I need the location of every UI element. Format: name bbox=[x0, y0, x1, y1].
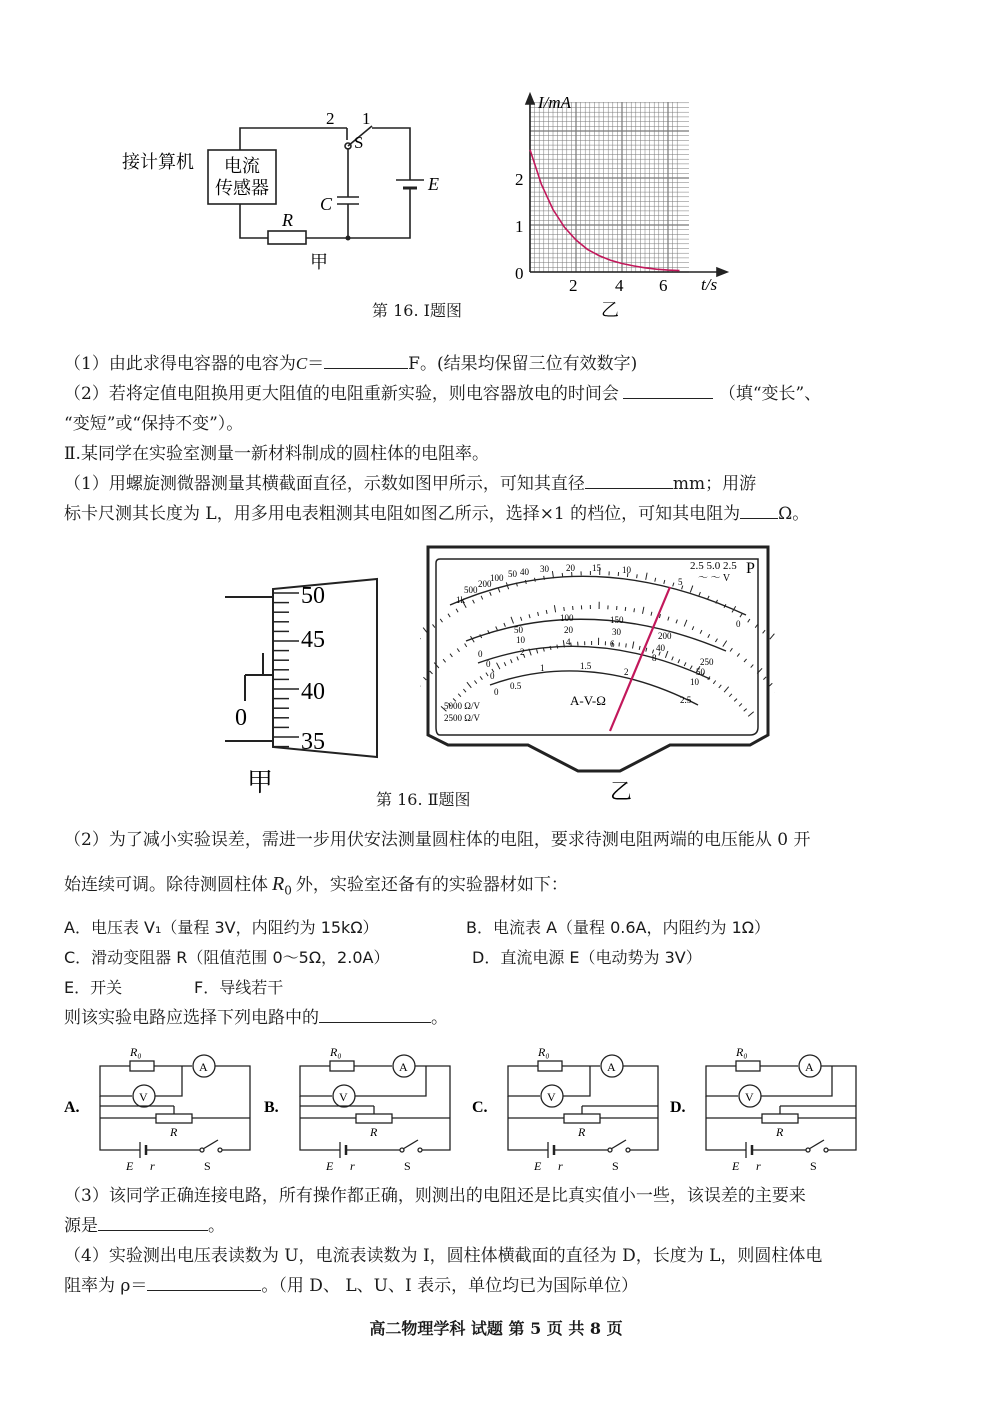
ohm-0: 0 bbox=[736, 619, 741, 629]
switch-label: S bbox=[354, 133, 364, 152]
x-tick-2: 2 bbox=[569, 276, 578, 295]
voltmeter-label: V bbox=[547, 1090, 556, 1104]
q2-part1-text: （1）用螺旋测微器测量其横截面直径，示数如图甲所示，可知其直径 bbox=[64, 474, 585, 494]
ammeter-label: A bbox=[199, 1060, 208, 1074]
answer-blank-capacitance[interactable] bbox=[324, 352, 408, 369]
low-6: 6 bbox=[610, 639, 615, 649]
circuit-choice-text: 则该实验电路应选择下列电路中的 bbox=[64, 1008, 319, 1028]
circuit-caption: 甲 bbox=[310, 252, 328, 272]
ammeter-label: A bbox=[805, 1060, 814, 1074]
option-f: F．导线若干 bbox=[194, 978, 284, 997]
low-2: 2 bbox=[520, 647, 525, 657]
rheostat-label: R bbox=[578, 1125, 586, 1139]
ammeter-label: A bbox=[399, 1060, 408, 1074]
switch-s-label: S bbox=[204, 1159, 211, 1173]
q1-part1-text: （1）由此求得电容器的电容为 bbox=[64, 354, 296, 374]
ohm-5: 5 bbox=[678, 577, 683, 587]
circuit-option-a[interactable] bbox=[64, 1036, 264, 1181]
rheostat-label: R bbox=[776, 1125, 784, 1139]
ohm-10: 10 bbox=[622, 565, 631, 575]
meter-range-sub: ～ ～ V bbox=[698, 573, 731, 584]
q3-part2-cont bbox=[64, 872, 568, 902]
sensor-label-2: 传感器 bbox=[215, 178, 269, 198]
micrometer-tick-45: 45 bbox=[301, 627, 325, 653]
x-tick-4: 4 bbox=[615, 276, 624, 295]
meter-center-label: A-V-Ω bbox=[570, 693, 606, 708]
ohm-500: 500 bbox=[464, 585, 478, 595]
q2-part1-cont-text: 标卡尺测其长度为 L，用多用电表粗测其电阻如图乙所示，选择×1 的档位，可知其电阻为 bbox=[64, 504, 741, 524]
graph-caption: 乙 bbox=[601, 300, 619, 320]
ac-1.5: 1.5 bbox=[580, 661, 592, 671]
q2-part1-unit: mm；用游 bbox=[672, 474, 757, 494]
rheostat-label: R bbox=[170, 1125, 178, 1139]
r0-var: R bbox=[272, 873, 285, 895]
mid-150: 150 bbox=[610, 615, 624, 625]
option-d: D．直流电源 E（电动势为 3V） bbox=[472, 948, 702, 967]
q3-part2-cont-text: 始连续可调。除待测圆柱体 bbox=[64, 875, 268, 895]
ohm-20: 20 bbox=[566, 563, 575, 573]
x-tick-6: 6 bbox=[659, 276, 668, 295]
answer-blank-error-source[interactable] bbox=[98, 1214, 208, 1231]
meter-spec-5000: 5000 Ω/V bbox=[444, 701, 480, 711]
q1-part2-tail: （填“变长”、 bbox=[718, 384, 822, 404]
source-r-label: r bbox=[350, 1159, 355, 1173]
answer-blank-circuit[interactable] bbox=[319, 1006, 431, 1023]
q2-title: Ⅱ.某同学在实验室测量一新材料制成的圆柱体的电阻率。 bbox=[64, 444, 489, 464]
q1-part2-options: “变短”或“保持不变”）。 bbox=[64, 414, 244, 434]
meter-spec-2500: 2500 Ω/V bbox=[444, 713, 480, 723]
answer-blank-resistance[interactable] bbox=[740, 502, 778, 519]
option-label: C. bbox=[472, 1099, 488, 1116]
r0-label: R₀ bbox=[130, 1045, 142, 1059]
switch-s-label: S bbox=[810, 1159, 817, 1173]
ac-0.5: 0.5 bbox=[510, 681, 522, 691]
ac-2: 2 bbox=[624, 667, 629, 677]
meter-range-label: 2.5 5.0 2.5 bbox=[690, 560, 737, 572]
q4-part3-cont bbox=[64, 1214, 225, 1238]
mid2-0: 0 bbox=[486, 659, 491, 669]
mid-250: 250 bbox=[700, 657, 714, 667]
micrometer-tick-35: 35 bbox=[301, 729, 325, 755]
option-e: E．开关 bbox=[64, 978, 123, 997]
low-4: 4 bbox=[566, 637, 571, 647]
figure1-caption: 第 16. Ⅰ题图 bbox=[372, 301, 462, 320]
option-label: B. bbox=[264, 1099, 279, 1116]
circuit-choice-end: 。 bbox=[431, 1008, 448, 1028]
computer-label: 接计算机 bbox=[122, 152, 194, 172]
source-r-label: r bbox=[558, 1159, 563, 1173]
graph-ylabel: I/mA bbox=[538, 93, 572, 112]
terminal-2-label: 2 bbox=[326, 109, 335, 128]
mid-100: 100 bbox=[560, 613, 574, 623]
r0-label: R₀ bbox=[330, 1045, 342, 1059]
q1-var-c: C bbox=[295, 354, 308, 373]
y-tick-2: 2 bbox=[515, 170, 524, 189]
q2-part1 bbox=[64, 472, 756, 496]
ohm-15: 15 bbox=[592, 563, 601, 573]
option-label: D. bbox=[670, 1099, 686, 1116]
rheostat-label: R bbox=[370, 1125, 378, 1139]
circuit-option-d[interactable] bbox=[670, 1036, 870, 1181]
q3-part2: （2）为了减小实验误差，需进一步用伏安法测量圆柱体的电阻，要求待测电阻两端的电压能从 0 开 bbox=[64, 830, 811, 850]
ohm-100: 100 bbox=[490, 573, 504, 583]
answer-blank-discharge-time[interactable] bbox=[623, 382, 713, 399]
ohm-30: 30 bbox=[540, 564, 549, 574]
battery-label: E bbox=[428, 174, 439, 194]
low-8: 8 bbox=[652, 653, 657, 663]
ammeter-label: A bbox=[607, 1060, 616, 1074]
q1-part2-text: （2）若将定值电阻换用更大阻值的电阻重新实验，则电容器放电的时间会 bbox=[64, 384, 619, 404]
answer-blank-diameter[interactable] bbox=[585, 472, 673, 489]
graph-xlabel: t/s bbox=[701, 275, 718, 294]
answer-blank-resistivity[interactable] bbox=[147, 1274, 261, 1291]
micrometer-zero: 0 bbox=[235, 705, 247, 731]
mid-200: 200 bbox=[658, 631, 672, 641]
micrometer-tick-40: 40 bbox=[301, 679, 325, 705]
mid2-20: 20 bbox=[564, 625, 573, 635]
terminal-1-label: 1 bbox=[362, 109, 371, 128]
ac-2.5: 2.5 bbox=[680, 695, 692, 705]
q2-part1-cont-unit: Ω。 bbox=[778, 504, 810, 524]
ohm-40: 40 bbox=[520, 567, 529, 577]
q4-part3: （3）该同学正确连接电路，所有操作都正确，则测出的电阻还是比真实值小一些，该误差的主要来 bbox=[64, 1186, 806, 1206]
mid-50: 50 bbox=[514, 625, 523, 635]
option-a: A．电压表 V₁（量程 3V，内阻约为 15kΩ） bbox=[64, 918, 379, 937]
r0-label: R₀ bbox=[736, 1045, 748, 1059]
current-time-graph bbox=[505, 92, 735, 322]
q3-part2-cont-tail: 外，实验室还备有的实验器材如下： bbox=[295, 875, 568, 895]
source-e-label: E bbox=[126, 1159, 134, 1173]
resistor-label: R bbox=[282, 210, 293, 230]
voltmeter-label: V bbox=[139, 1090, 148, 1104]
q1-eq: ＝ bbox=[307, 354, 325, 374]
voltmeter-label: V bbox=[745, 1090, 754, 1104]
y-tick-0: 0 bbox=[515, 264, 524, 283]
micrometer-figure bbox=[225, 575, 385, 805]
switch-s-label: S bbox=[612, 1159, 619, 1173]
micrometer-caption: 甲 bbox=[247, 768, 274, 797]
q1-part1 bbox=[64, 352, 637, 376]
ohm-50: 50 bbox=[508, 569, 517, 579]
mid-0: 0 bbox=[478, 649, 483, 659]
meter-letter-p: P bbox=[746, 560, 755, 577]
source-r-label: r bbox=[150, 1159, 155, 1173]
capacitor-circuit-diagram bbox=[110, 100, 460, 275]
multimeter-caption: 乙 bbox=[610, 779, 633, 804]
low-0: 0 bbox=[490, 671, 495, 681]
voltmeter-label: V bbox=[339, 1090, 348, 1104]
q4-part4: （4）实验测出电压表读数为 U，电流表读数为 I，圆柱体横截面的直径为 D，长度为 L，则圆柱体电 bbox=[64, 1246, 823, 1266]
discharge-curve bbox=[530, 150, 680, 271]
q2-part1-cont bbox=[64, 502, 809, 526]
r0-sub: 0 bbox=[284, 883, 292, 898]
ac-1: 1 bbox=[540, 663, 545, 673]
circuit-option-b[interactable] bbox=[264, 1036, 464, 1181]
circuit-choice bbox=[64, 1006, 448, 1030]
micrometer-tick-50: 50 bbox=[301, 583, 325, 609]
q4-part4-cont-text: 阻率为 ρ＝ bbox=[64, 1276, 148, 1296]
option-c: C．滑动变阻器 R（阻值范围 0～5Ω，2.0A） bbox=[64, 948, 390, 967]
capacitor-label: C bbox=[320, 194, 333, 214]
q4-part3-cont-text: 源是 bbox=[64, 1216, 98, 1236]
option-label: A. bbox=[64, 1099, 80, 1116]
q4-part4-cont bbox=[64, 1274, 638, 1298]
source-e-label: E bbox=[732, 1159, 740, 1173]
multimeter-figure bbox=[420, 545, 775, 805]
q1-part2 bbox=[64, 382, 821, 406]
mid2-30: 30 bbox=[612, 627, 621, 637]
mid2-10: 10 bbox=[516, 635, 525, 645]
sensor-label-1: 电流 bbox=[224, 156, 260, 176]
ohm-1k: 1k bbox=[456, 595, 465, 605]
y-tick-1: 1 bbox=[515, 217, 524, 236]
mid2-40: 40 bbox=[656, 643, 665, 653]
q4-part3-cont-end: 。 bbox=[208, 1216, 225, 1236]
ohm-200: 200 bbox=[478, 579, 492, 589]
figure2-caption: 第 16. Ⅱ题图 bbox=[376, 790, 471, 809]
low-10: 10 bbox=[690, 677, 699, 687]
q4-part4-cont-tail: 。（用 D、 L、U、I 表示，单位均已为国际单位） bbox=[261, 1276, 639, 1296]
circuit-option-c[interactable] bbox=[472, 1036, 672, 1181]
source-e-label: E bbox=[534, 1159, 542, 1173]
option-b: B．电流表 A（量程 0.6A，内阻约为 1Ω） bbox=[466, 918, 770, 937]
mid2-50: 50 bbox=[696, 667, 705, 677]
page-footer: 高二物理学科 试题 第 5 页 共 8 页 bbox=[369, 1319, 623, 1338]
source-r-label: r bbox=[756, 1159, 761, 1173]
switch-s-label: S bbox=[404, 1159, 411, 1173]
q1-part1-tail: F。(结果均保留三位有效数字) bbox=[408, 354, 638, 374]
ac-0: 0 bbox=[494, 687, 499, 697]
r0-label: R₀ bbox=[538, 1045, 550, 1059]
source-e-label: E bbox=[326, 1159, 334, 1173]
